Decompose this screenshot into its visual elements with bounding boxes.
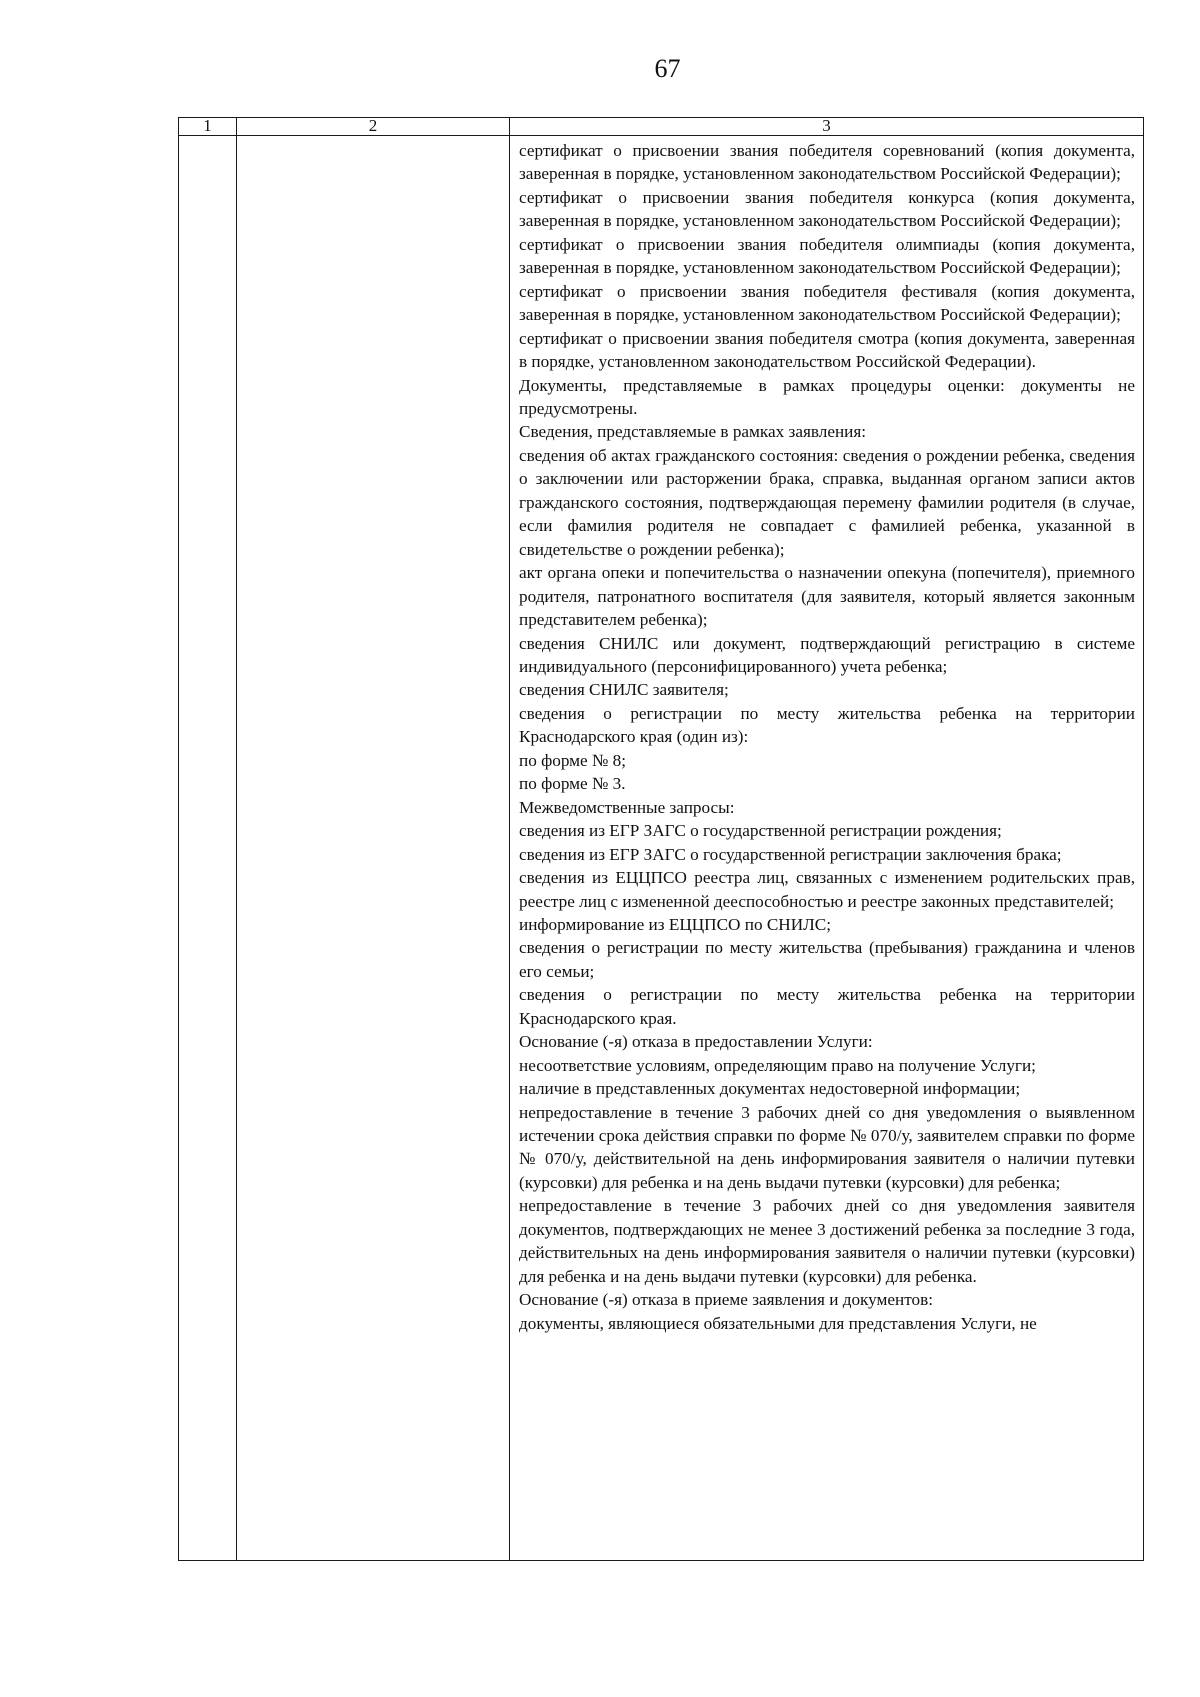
paragraph: непредоставление в течение 3 рабочих дней со дня уведомления о выявленном истечении срока действия справки по форме № 070/у, заявителем справки по форме № 070/у, действительной на день информирования заявителя о наличии путевки (курсовки) для ребенка и на день выдачи путевки (курсовки) для ребенка;	[519, 1102, 1135, 1192]
paragraph: документы, являющиеся обязательными для представления Услуги, не	[519, 1313, 1037, 1333]
paragraph: сведения из ЕГР ЗАГС о государственной регистрации заключения брака;	[519, 844, 1062, 864]
paragraph: сведения СНИЛС заявителя;	[519, 680, 729, 700]
document-table	[178, 117, 1144, 1561]
paragraph: Межведомственные запросы:	[519, 797, 735, 817]
paragraph: сведения из ЕЦЦПСО реестра лиц, связанных с изменением родительских прав, реестре лиц с измененной дееспособностью и реестре законных представителей;	[519, 868, 1135, 911]
column-3-cell	[510, 136, 1144, 1561]
paragraph: акт органа опеки и попечительства о назначении опекуна (попечителя), приемного родителя, патронатного воспитателя (для заявителя, который является законным представителем ребенка);	[519, 563, 1135, 630]
table-header-row	[179, 118, 1144, 136]
paragraph: непредоставление в течение 3 рабочих дней со дня уведомления заявителя документов, подтверждающих не менее 3 достижений ребенка за последние 3 года, действительных на день информирования заявителя о наличии путевки (курсовки) для ребенка и на день выдачи путевки (курсовки) для ребенка.	[519, 1196, 1135, 1286]
paragraph: наличие в представленных документах недостоверной информации;	[519, 1079, 1021, 1099]
paragraph: информирование из ЕЦЦПСО по СНИЛС;	[519, 914, 832, 934]
paragraph: сведения о регистрации по месту жительства (пребывания) гражданина и членов его семьи;	[519, 938, 1135, 981]
column-header-3: 3	[510, 118, 1144, 136]
paragraph: сертификат о присвоении звания победителя фестиваля (копия документа, заверенная в порядке, установленном законодательством Российской Федерации);	[519, 281, 1135, 325]
column-2-cell	[237, 136, 510, 1561]
paragraph: сведения СНИЛС или документ, подтверждающий регистрацию в системе индивидуального (персонифицированного) учета ребенка;	[519, 633, 1135, 676]
paragraph: сертификат о присвоении звания победителя конкурса (копия документа, заверенная в порядке, установленном законодательством Российской Федерации);	[519, 187, 1135, 231]
table-content-row	[179, 136, 1144, 1561]
paragraph: Сведения, представляемые в рамках заявления:	[519, 422, 867, 442]
paragraph: сведения об актах гражданского состояния: сведения о рождении ребенка, сведения о заключении или расторжении брака, справка, выданная органом записи актов гражданского состояния, подтверждающая перемену фамилии родителя (в случае, если фамилия родителя не совпадает с фамилией ребенка, указанной в свидетельстве о рождении ребенка);	[519, 445, 1135, 559]
paragraph: Основание (-я) отказа в приеме заявления и документов:	[519, 1290, 933, 1310]
paragraph: по форме № 3.	[519, 774, 626, 794]
column-header-1: 1	[179, 118, 237, 136]
paragraph: Основание (-я) отказа в предоставлении Услуги:	[519, 1032, 873, 1052]
paragraph: по форме № 8;	[519, 750, 627, 770]
column-header-2: 2	[237, 118, 510, 136]
paragraph: сведения о регистрации по месту жительства ребенка на территории Краснодарского края.	[519, 985, 1135, 1028]
paragraph: сертификат о присвоении звания победителя соревнований (копия документа, заверенная в порядке, установленном законодательством Российской Федерации);	[519, 141, 1135, 184]
paragraph: сведения из ЕГР ЗАГС о государственной регистрации рождения;	[519, 821, 1002, 841]
paragraph: сертификат о присвоении звания победителя олимпиады (копия документа, заверенная в порядке, установленном законодательством Российской Федерации);	[519, 234, 1135, 278]
paragraph: Документы, представляемые в рамках процедуры оценки: документы не предусмотрены.	[519, 375, 1135, 418]
column-1-cell	[179, 136, 237, 1561]
paragraph: сведения о регистрации по месту жительства ребенка на территории Краснодарского края (один из):	[519, 703, 1135, 747]
page-number: 67	[654, 54, 681, 83]
paragraph: несоответствие условиям, определяющим право на получение Услуги;	[519, 1055, 1036, 1075]
paragraph: сертификат о присвоении звания победителя смотра (копия документа, заверенная в порядке, установленном законодательством Российской Федерации).	[519, 328, 1135, 372]
